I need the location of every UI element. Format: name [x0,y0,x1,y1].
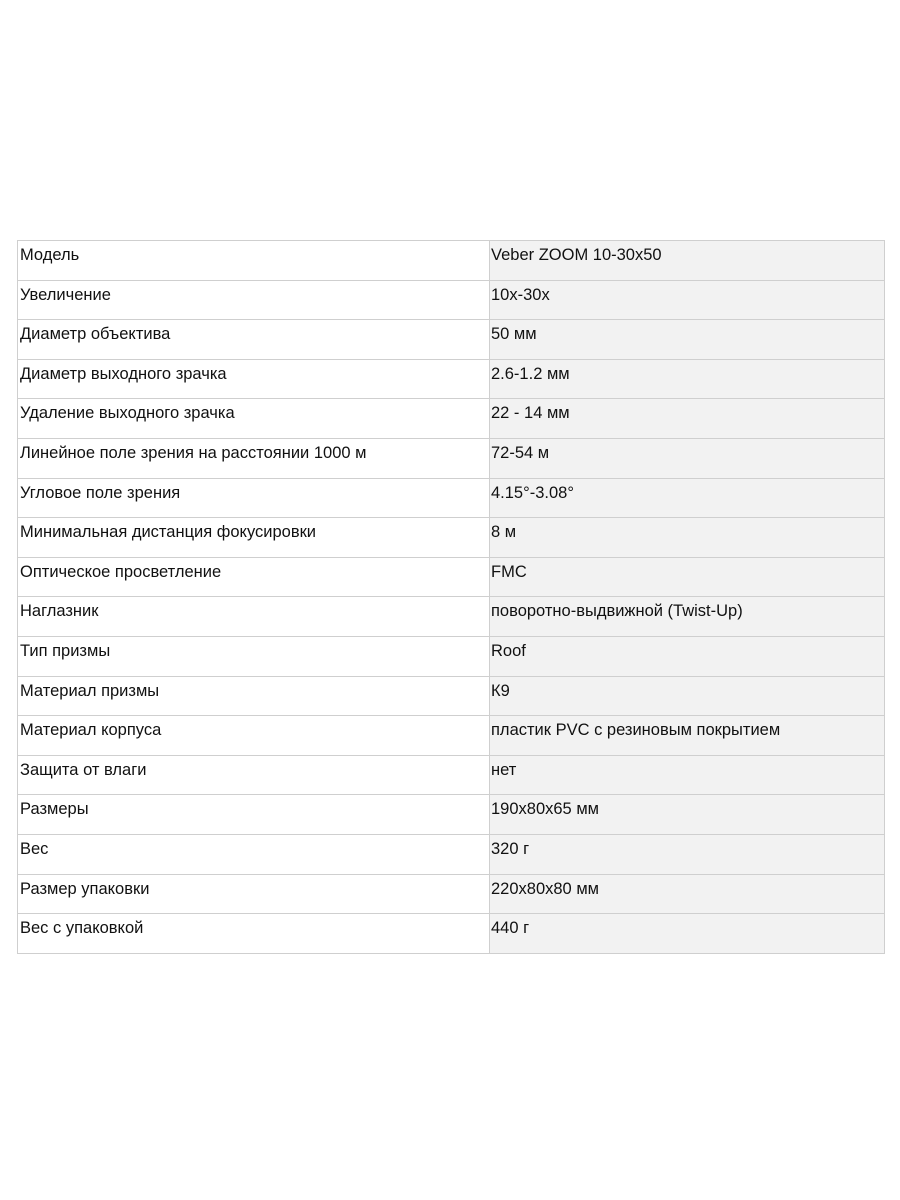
spec-value: 440 г [490,914,885,954]
spec-value: К9 [490,676,885,716]
spec-value: Roof [490,636,885,676]
spec-label: Увеличение [18,280,490,320]
spec-value: FMC [490,557,885,597]
spec-label: Материал корпуса [18,716,490,756]
table-row [18,518,885,558]
table-row [18,676,885,716]
table-row [18,241,885,281]
spec-value: пластик PVC с резиновым покрытием [490,716,885,756]
spec-label: Защита от влаги [18,755,490,795]
spec-value: Veber ZOOM 10-30x50 [490,241,885,281]
spec-value: нет [490,755,885,795]
table-row [18,280,885,320]
table-row [18,438,885,478]
table-row [18,478,885,518]
spec-value: 22 - 14 мм [490,399,885,439]
spec-value: 220x80x80 мм [490,874,885,914]
spec-label: Удаление выходного зрачка [18,399,490,439]
spec-value: 72-54 м [490,438,885,478]
spec-label: Материал призмы [18,676,490,716]
table-row [18,874,885,914]
table-row [18,755,885,795]
table-row [18,716,885,756]
spec-label: Размеры [18,795,490,835]
table-row [18,636,885,676]
spec-value: 4.15°-3.08° [490,478,885,518]
spec-table-body [18,241,885,954]
spec-label: Угловое поле зрения [18,478,490,518]
table-row [18,597,885,637]
spec-label: Линейное поле зрения на расстоянии 1000 м [18,438,490,478]
spec-label: Вес [18,834,490,874]
spec-label: Размер упаковки [18,874,490,914]
spec-value: поворотно-выдвижной (Twist-Up) [490,597,885,637]
table-row [18,399,885,439]
spec-value: 190x80x65 мм [490,795,885,835]
table-row [18,834,885,874]
spec-value: 320 г [490,834,885,874]
spec-label: Вес с упаковкой [18,914,490,954]
spec-label: Модель [18,241,490,281]
spec-label: Наглазник [18,597,490,637]
spec-table [17,240,885,954]
table-row [18,557,885,597]
spec-label: Оптическое просветление [18,557,490,597]
table-row [18,914,885,954]
table-row [18,359,885,399]
spec-label: Тип призмы [18,636,490,676]
spec-value: 2.6-1.2 мм [490,359,885,399]
spec-value: 50 мм [490,320,885,360]
spec-label: Диаметр выходного зрачка [18,359,490,399]
spec-label: Диаметр объектива [18,320,490,360]
spec-label: Минимальная дистанция фокусировки [18,518,490,558]
table-row [18,795,885,835]
spec-value: 10x-30x [490,280,885,320]
spec-value: 8 м [490,518,885,558]
table-row [18,320,885,360]
